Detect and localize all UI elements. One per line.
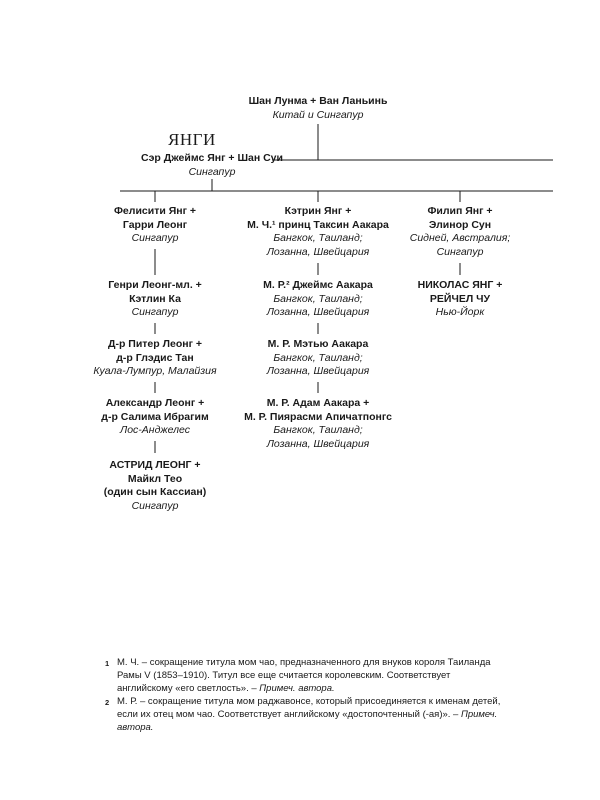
sir-couple — [122, 152, 302, 179]
catherine-node: Кэтрин Янг + М. Ч.¹ принц Таксин Аакара Бангкок, Таиланд; Лозанна, Швейцария — [247, 205, 389, 258]
adam-aakara-node: М. Р. Адам Аакара + М. Р. Пиярасми Апичатпонгс Бангкок, Таиланд; Лозанна, Швейцария — [244, 397, 392, 450]
peter-node: Д-р Питер Леонг + д-р Глэдис Тан Куала-Лумпур, Малайзия — [93, 338, 217, 377]
sir-place: Сингапур — [188, 165, 236, 178]
footnote-2 — [105, 695, 505, 734]
matthew-aakara-node: М. Р. Мэтью Аакара Бангкок, Таиланд; Лозанна, Швейцария — [266, 338, 370, 377]
family-name: ЯНГИ — [168, 130, 216, 149]
footnote-1-mark: 1 — [105, 659, 110, 668]
footnote-1-text: М. Ч. – сокращение титула мом чао, предназначенного для внуков короля Таиланда Рамы V (1853–1910). Титул все еще считается королевским. Соответствует английскому «его светлость». – — [117, 657, 491, 694]
felicity-node: Фелисити Янг + Гарри Леонг Сингапур — [113, 205, 197, 244]
footnote-1 — [105, 656, 505, 695]
james-aakara-node: М. Р.² Джеймс Аакара Бангкок, Таиланд; Лозанна, Швейцария — [263, 279, 373, 318]
footnote-2-text: М. Р. – сокращение титула мом раджавонсе, который присоединяется к именам детей, если их отец мом чао. Соответствует английскому «достопочтенный (-ая)». – — [117, 696, 501, 720]
henry-node: Генри Леонг-мл. + Кэтлин Ка Сингапур — [108, 279, 202, 318]
astrid-node: АСТРИД ЛЕОНГ + Майкл Тео (один сын Кассиан) Сингапур — [103, 459, 207, 512]
footnote-2-note: Примеч. автора. — [117, 709, 498, 733]
root-couple — [228, 95, 408, 122]
root-names: Шан Лунма + Ван Ланьинь — [248, 95, 388, 107]
alexander-node: Александр Леонг + д-р Салима Ибрагим Лос-Анджелес — [101, 397, 209, 436]
nicholas-node: НИКОЛАС ЯНГ + РЕЙЧЕЛ ЧУ Нью-Йорк — [417, 279, 503, 318]
footnote-2-mark: 2 — [105, 698, 110, 707]
footnote-1-note: Примеч. автора. — [259, 683, 335, 694]
footnotes — [105, 656, 505, 734]
philip-node: Филип Янг + Элинор Сун Сидней, Австралия; Сингапур — [409, 205, 511, 258]
root-place: Китай и Сингапур — [272, 108, 364, 121]
sir-names: Сэр Джеймс Янг + Шан Суи — [141, 152, 283, 164]
